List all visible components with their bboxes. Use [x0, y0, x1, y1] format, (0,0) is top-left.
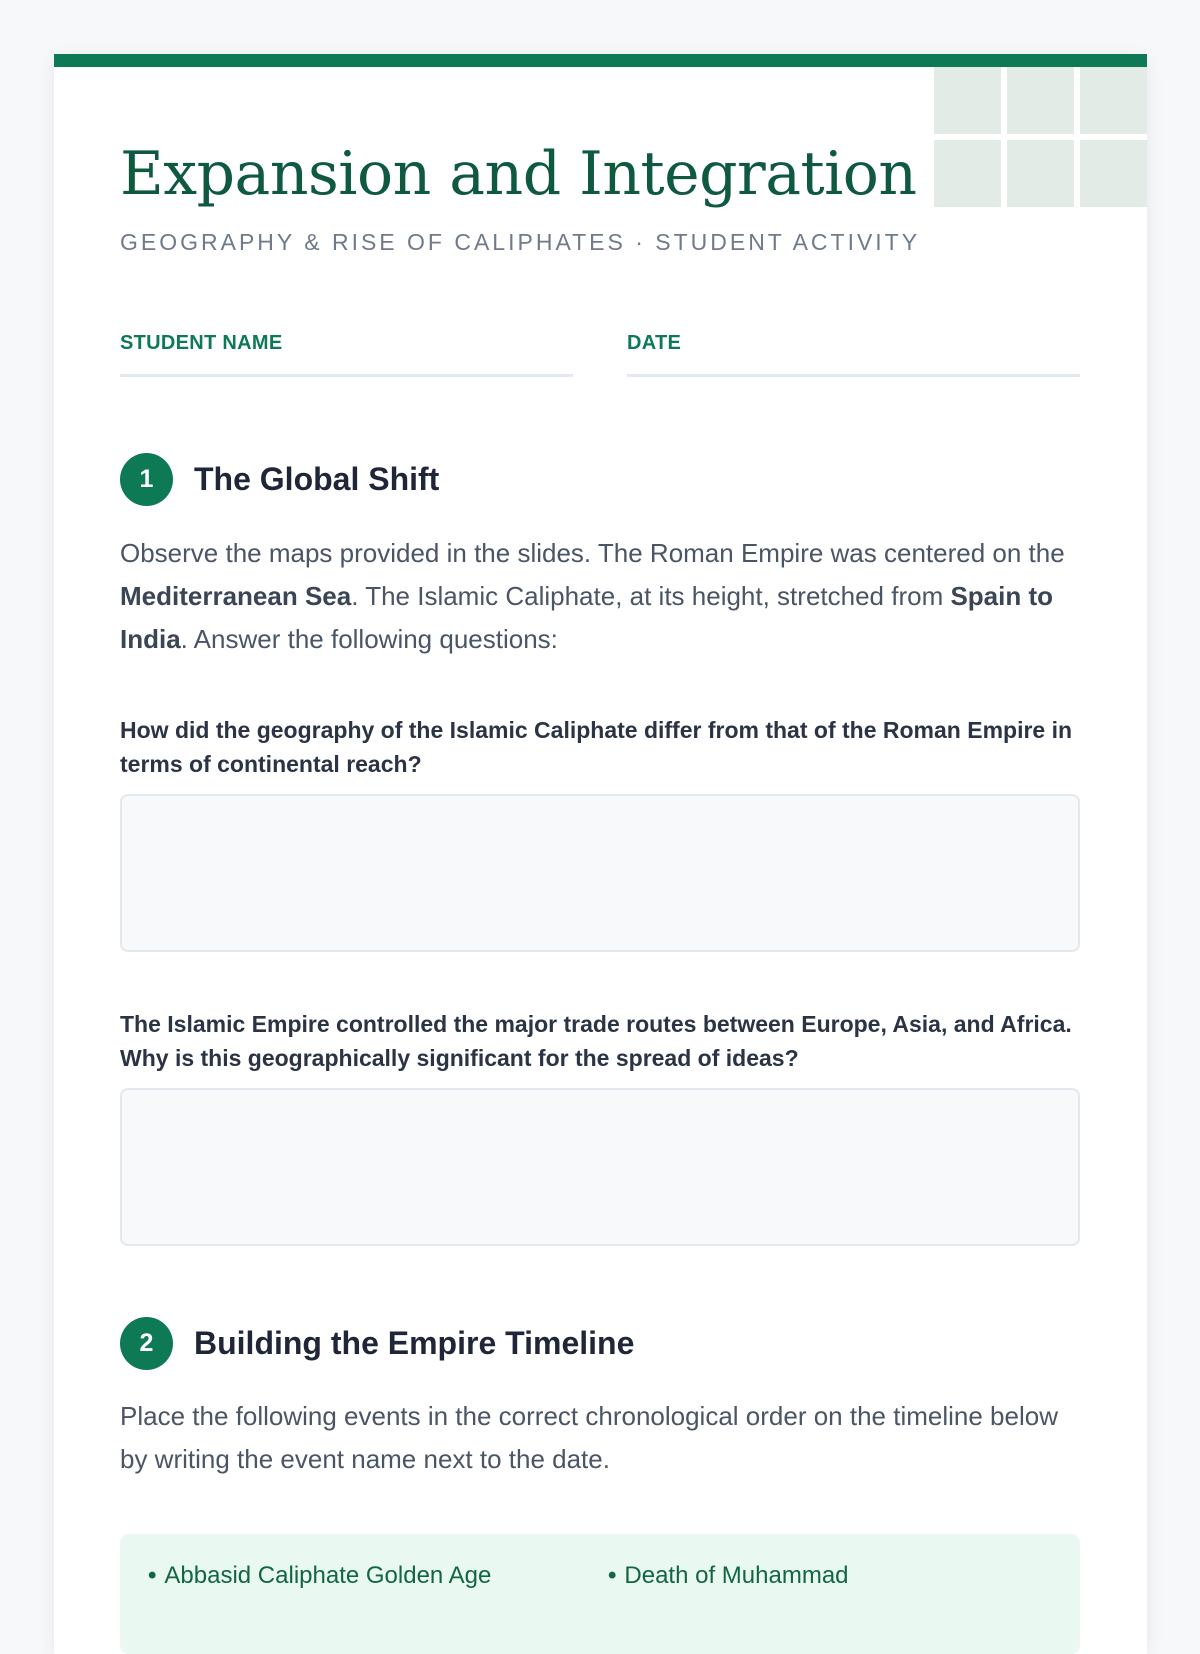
bullet-icon: •: [148, 1562, 157, 1589]
intro-text: . The Islamic Caliphate, at its height, stretched from: [351, 581, 951, 611]
section-1-header: [120, 453, 439, 506]
event-label: Death of Muhammad: [624, 1562, 849, 1589]
section-2-header: [120, 1317, 634, 1370]
page-title: Expansion and Integration: [120, 139, 917, 209]
date-label: DATE: [627, 332, 682, 354]
question-1: How did the geography of the Islamic Caliphate differ from that of the Roman Empire in terms of continental reach?: [120, 717, 1073, 777]
event-bank: [120, 1534, 1080, 1654]
section-1-title: The Global Shift: [194, 461, 440, 497]
student-name-field[interactable]: [120, 332, 573, 377]
intro-text: Observe the maps provided in the slides. The Roman Empire was centered on the: [120, 538, 1065, 568]
event-bank-item: [148, 1562, 491, 1590]
section-2-intro: Place the following events in the correct chronological order on the timeline below by writing the event name next to the date.: [120, 1401, 1058, 1474]
student-name-label: STUDENT NAME: [120, 332, 283, 354]
intro-emphasis-mediterranean: Mediterranean Sea: [120, 581, 352, 611]
worksheet-card: [54, 54, 1147, 1654]
event-bank-item: [608, 1562, 849, 1590]
answer-box-1[interactable]: [120, 794, 1080, 952]
page-subtitle: GEOGRAPHY & RISE OF CALIPHATES · STUDENT ACTIVITY: [120, 229, 921, 255]
decorative-grid: [934, 67, 1147, 207]
event-label: Abbasid Caliphate Golden Age: [164, 1562, 492, 1589]
intro-text: . Answer the following questions:: [180, 624, 558, 654]
question-2: The Islamic Empire controlled the major trade routes between Europe, Asia, and Africa. Why is this geographically significant for the spread of ideas?: [120, 1011, 1072, 1071]
bullet-icon: •: [608, 1562, 617, 1589]
answer-box-2[interactable]: [120, 1088, 1080, 1246]
intro-emphasis-spain-india: Spain to India: [120, 581, 1054, 654]
section-1-number-badge: 1: [120, 453, 173, 506]
date-field[interactable]: [627, 332, 1080, 377]
section-2-title: Building the Empire Timeline: [194, 1325, 635, 1361]
section-1-intro: [120, 532, 1080, 661]
section-2-number-badge: 2: [120, 1317, 173, 1370]
